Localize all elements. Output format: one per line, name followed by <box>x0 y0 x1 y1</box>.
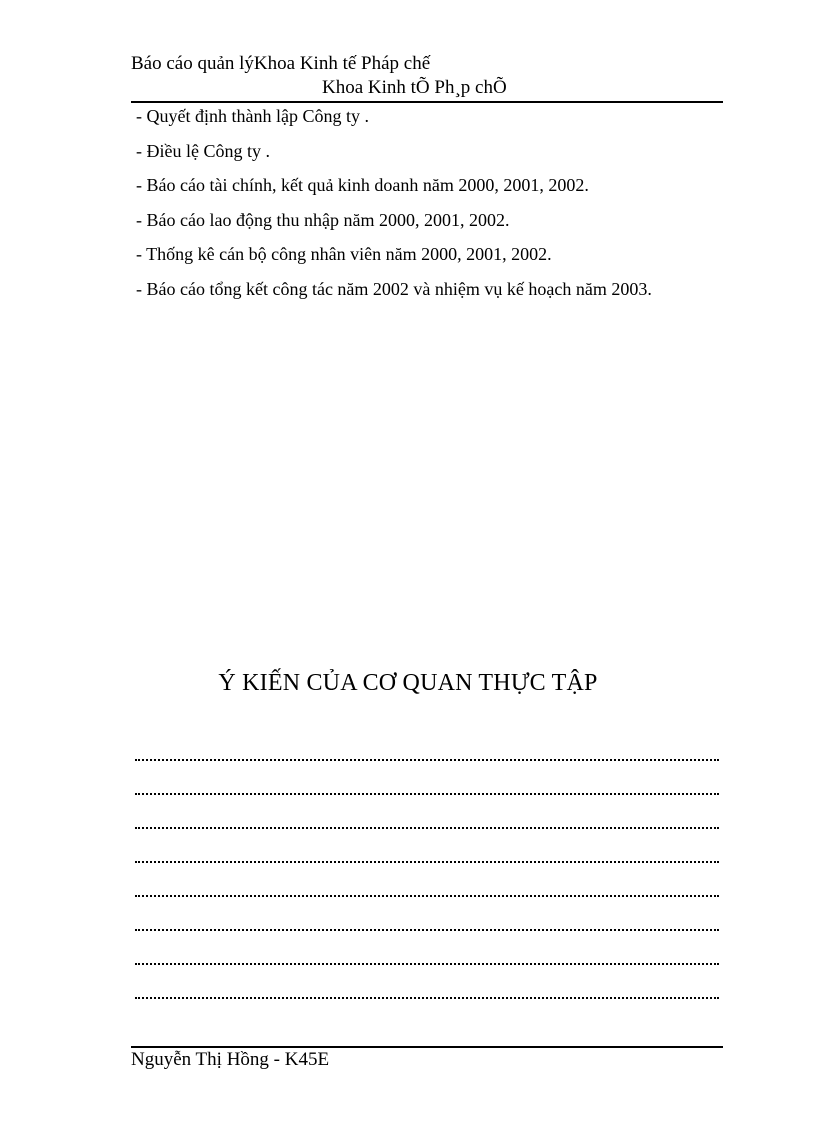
dotted-blank-line <box>135 916 719 934</box>
dotted-blank-line <box>135 882 719 900</box>
dotted-blank-line <box>135 780 719 798</box>
list-item: - Báo cáo tổng kết công tác năm 2002 và nhiệm vụ kế hoạch năm 2003. <box>136 278 652 299</box>
footer-author: Nguyễn Thị Hồng - K45E <box>131 1049 330 1070</box>
section-title: Ý KIẾN CỦA CƠ QUAN THỰC TẬP <box>218 670 598 696</box>
list-item: - Báo cáo tài chính, kết quả kinh doanh năm 2000, 2001, 2002. <box>136 175 589 195</box>
dotted-blank-line <box>135 848 719 866</box>
list-item: - Điều lệ Công ty . <box>136 140 270 161</box>
dotted-blank-line <box>135 814 719 832</box>
list-item: - Thống kê cán bộ công nhân viên năm 2000, 2001, 2002. <box>136 244 552 264</box>
header-line-2: Khoa Kinh tÕ Ph¸p chÕ <box>322 77 507 98</box>
dotted-blank-line <box>135 984 719 1002</box>
list-item: - Báo cáo lao động thu nhập năm 2000, 2001, 2002. <box>136 209 510 230</box>
document-list <box>136 103 652 310</box>
dotted-blank-line <box>135 950 719 968</box>
header-line-1: Báo cáo quản lýKhoa Kinh tế Pháp chế <box>131 53 431 74</box>
footer-divider <box>131 1046 723 1048</box>
dotted-blank-line <box>135 746 719 764</box>
list-item: - Quyết định thành lập Công ty . <box>136 106 369 126</box>
